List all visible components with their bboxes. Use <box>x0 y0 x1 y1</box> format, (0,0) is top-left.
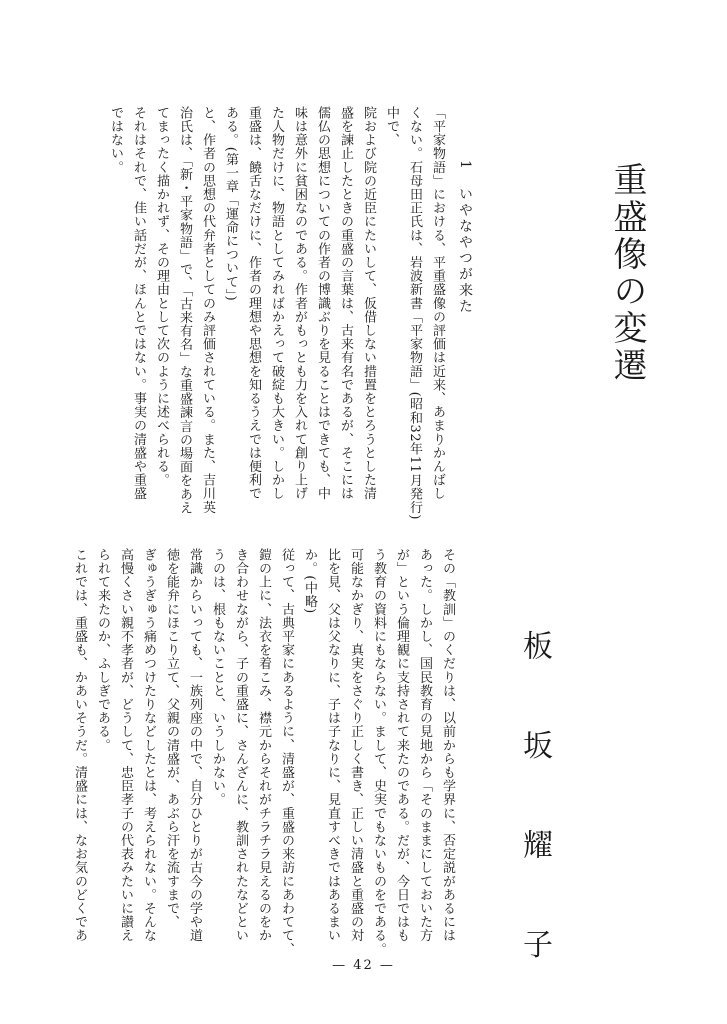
text-column: うのは、根もないことと、いうしかない。 <box>210 548 225 807</box>
text-column: ある。(第一章「運命について」) <box>223 106 238 302</box>
text-column: ではない。 <box>108 106 123 174</box>
text-column: 鎧の上に、法衣を着こみ、襟元からそれがチラチラ見えるのをか <box>256 548 271 943</box>
page-number: — 42 — <box>332 958 395 973</box>
text-column: か。(中略) <box>302 548 317 614</box>
text-column: くない。石母田正氏は、岩波新書「平家物語」(昭和32年11月発行) <box>407 106 422 521</box>
text-column: と、作者の思想の代弁者としてのみ評価されている。また、吉川英 <box>200 106 215 514</box>
bottom-text-block <box>68 548 459 956</box>
text-column: が」という倫理観に支持されて来たのである。だが、今日ではも <box>394 548 409 943</box>
text-column: 「平家物語」における、平重盛像の評価は近来、あまりかんばし <box>430 106 445 501</box>
text-column: 儒仏の思想についての作者の博識ぶりを見ることはできても、中 <box>315 106 330 501</box>
text-column: これでは、重盛も、かあいそうだ。清盛には、なお気のどくであ <box>72 548 87 943</box>
text-column: 院および院の近臣にたいして、仮借しない措置をとろうとした清 <box>361 106 376 501</box>
text-column: 常識からいっても、一族列座の中で、自分ひとりが古今の学や道 <box>187 548 202 943</box>
top-text-block <box>104 106 449 521</box>
text-column: 可能なかぎり、真実をさぐり正しく書き、正しい清盛と重盛の対 <box>348 548 363 943</box>
text-column: てまったく描かれず、その理由として次のように述べられる。 <box>154 106 169 487</box>
text-column: あった。しかし、国民教育の見地から「そのままにしておいた方 <box>417 548 432 943</box>
text-column: られて来たのか、ふしぎである。 <box>95 548 110 752</box>
section-heading: 1 いやなやつが来た <box>457 160 473 315</box>
text-column: 従って、古典平家にあるように、清盛が、重盛の来訪にあわてて、 <box>279 548 294 956</box>
text-column: た人物だけに、物語としてみればかえって破綻も大きい。しかし <box>269 106 284 501</box>
text-column: 重盛は、饒舌なだけに、作者の理想や思想を知るうえでは便利で <box>246 106 261 501</box>
article-title: 重盛像の変遷 <box>607 162 647 384</box>
text-column: 盛を諫止したときの重盛の言葉は、古来有名であるが、そこには <box>338 106 353 501</box>
text-column: その「教訓」のくだりは、以前からも学界に、否定説があるには <box>440 548 455 943</box>
text-column: それはそれで、佳い話だが、ほんとではない。事実の清盛や重盛 <box>131 106 146 501</box>
text-column: 味は意外に貧困なのである。作者がもっとも力を入れて創り上げ <box>292 106 307 501</box>
text-column: 高慢くさい親不孝者が、どうして、忠臣孝子の代表みたいに讃え <box>118 548 133 943</box>
text-column: 徳を能弁にほこり立て、父親の清盛が、あぶら汗を流すまで、 <box>164 548 179 929</box>
text-column: き合わせながら、子の重盛に、さんざんに、教訓されたなどとい <box>233 548 248 943</box>
text-column: 治氏は、「新・平家物語」で、「古来有名」な重盛諫言の場面をあえ <box>177 106 192 515</box>
text-column: 中で、 <box>384 106 399 147</box>
text-column: 比を見、父は父なりに、子は子なりに、見直すべきではあるまい <box>325 548 340 943</box>
text-column: ぎゅうぎゅう痛めつけたりなどしたとは、考えられない。そんな <box>141 548 156 943</box>
author-name: 板 坂 耀 子 <box>517 630 552 989</box>
text-column: う教育の資料にもならない。まして、史実でもないものをである。 <box>371 548 386 956</box>
